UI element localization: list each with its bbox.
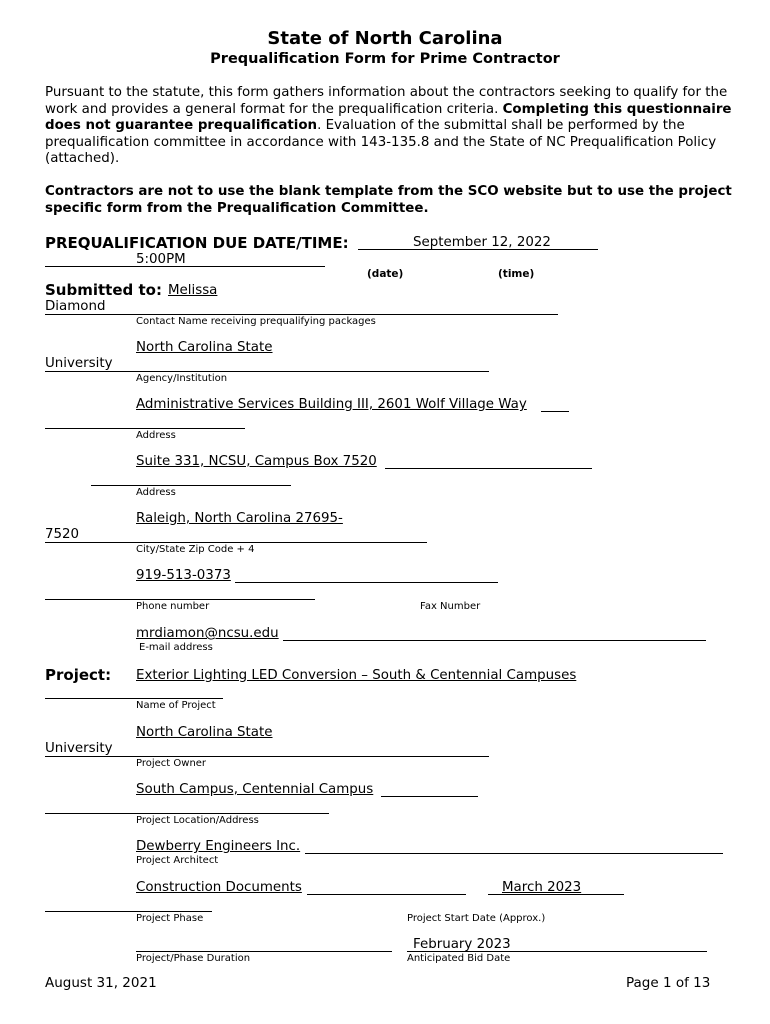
phone-line-end bbox=[235, 582, 498, 583]
bid-date-line bbox=[407, 951, 707, 952]
email-line bbox=[283, 640, 706, 641]
email-value[interactable]: mrdiamon@ncsu.edu bbox=[136, 626, 279, 641]
architect-line bbox=[305, 853, 723, 854]
owner-line2[interactable]: University bbox=[45, 741, 113, 756]
duration-line bbox=[136, 951, 392, 952]
agency-caption: Agency/Institution bbox=[136, 373, 228, 384]
due-date-label: PREQUALIFICATION DUE DATE/TIME: bbox=[45, 234, 349, 252]
intro-text-bold: Completing this questionnaire does not guarantee prequalification bbox=[45, 101, 732, 133]
agency-line1[interactable]: North Carolina State bbox=[136, 340, 273, 355]
city-line1[interactable]: Raleigh, North Carolina 27695- bbox=[136, 511, 343, 526]
owner-caption: Project Owner bbox=[136, 758, 207, 769]
project-name-value[interactable]: Exterior Lighting LED Conversion – South & Centennial Campuses bbox=[136, 668, 577, 683]
start-date-caption: Project Start Date (Approx.) bbox=[407, 913, 546, 924]
start-date-value[interactable]: March 2023 bbox=[502, 880, 582, 895]
intro-text-c: . Evaluation of the submittal shall be performed by the prequalification committee in accordance with 143-135.8 and the State of NC Prequalification Policy (attached). bbox=[45, 118, 717, 166]
bid-date-caption: Anticipated Bid Date bbox=[407, 953, 511, 964]
due-time-value[interactable]: 5:00PM bbox=[136, 252, 186, 267]
owner-line1[interactable]: North Carolina State bbox=[136, 725, 273, 740]
address1-value[interactable]: Administrative Services Building III, 2601 Wolf Village Way bbox=[136, 397, 527, 412]
time-caption: (time) bbox=[498, 268, 535, 280]
city-caption: City/State Zip Code + 4 bbox=[136, 544, 255, 555]
duration-caption: Project/Phase Duration bbox=[136, 953, 251, 964]
address2-caption: Address bbox=[136, 487, 176, 498]
footer-date: August 31, 2021 bbox=[45, 975, 157, 991]
architect-value[interactable]: Dewberry Engineers Inc. bbox=[136, 839, 301, 854]
page-number: Page 1 of 13 bbox=[626, 975, 711, 991]
intro-text-a: Pursuant to the statute, this form gathers information about the contractors seeking to qualify for the work and provides a general format for the prequalification criteria. bbox=[45, 85, 728, 117]
start-date-line bbox=[488, 894, 624, 895]
location-caption: Project Location/Address bbox=[136, 815, 259, 826]
phase-line-end bbox=[307, 894, 466, 895]
fax-caption: Fax Number bbox=[420, 601, 481, 612]
phase-line bbox=[45, 911, 212, 912]
location-line-end bbox=[381, 796, 478, 797]
contact-name-line1[interactable]: Melissa bbox=[168, 283, 218, 298]
address1-line bbox=[45, 428, 245, 429]
city-line bbox=[45, 542, 427, 543]
location-line bbox=[45, 813, 329, 814]
project-label: Project: bbox=[45, 666, 112, 684]
address1-line-end bbox=[541, 411, 569, 412]
agency-line bbox=[45, 371, 489, 372]
contact-name-line2[interactable]: Diamond bbox=[45, 299, 106, 314]
project-name-line bbox=[45, 698, 223, 699]
address2-value[interactable]: Suite 331, NCSU, Campus Box 7520 bbox=[136, 454, 377, 469]
template-warning: Contractors are not to use the blank template from the SCO website but to use the project specific form from the Prequalification Committee. bbox=[45, 184, 732, 216]
phone-line bbox=[45, 599, 315, 600]
bid-date-value[interactable]: February 2023 bbox=[413, 937, 511, 952]
location-value[interactable]: South Campus, Centennial Campus bbox=[136, 782, 374, 797]
intro-paragraph bbox=[45, 85, 735, 168]
agency-line2[interactable]: University bbox=[45, 356, 113, 371]
project-name-caption: Name of Project bbox=[136, 700, 216, 711]
phone-value[interactable]: 919-513-0373 bbox=[136, 568, 231, 583]
owner-line bbox=[45, 756, 489, 757]
form-subtitle: Prequalification Form for Prime Contractor bbox=[210, 51, 560, 67]
address1-caption: Address bbox=[136, 430, 176, 441]
phone-caption: Phone number bbox=[136, 601, 210, 612]
form-title: State of North Carolina bbox=[267, 28, 503, 49]
contact-line bbox=[45, 314, 558, 315]
address2-line-end bbox=[385, 468, 592, 469]
submitted-to-label: Submitted to: bbox=[45, 281, 162, 299]
phase-value[interactable]: Construction Documents bbox=[136, 880, 302, 895]
contact-caption: Contact Name receiving prequalifying packages bbox=[136, 316, 376, 327]
email-caption: E-mail address bbox=[139, 642, 213, 653]
address2-line bbox=[91, 485, 291, 486]
phase-caption: Project Phase bbox=[136, 913, 204, 924]
date-caption: (date) bbox=[367, 268, 404, 280]
architect-caption: Project Architect bbox=[136, 855, 219, 866]
due-date-value[interactable]: September 12, 2022 bbox=[413, 235, 551, 250]
city-line2[interactable]: 7520 bbox=[45, 527, 80, 542]
